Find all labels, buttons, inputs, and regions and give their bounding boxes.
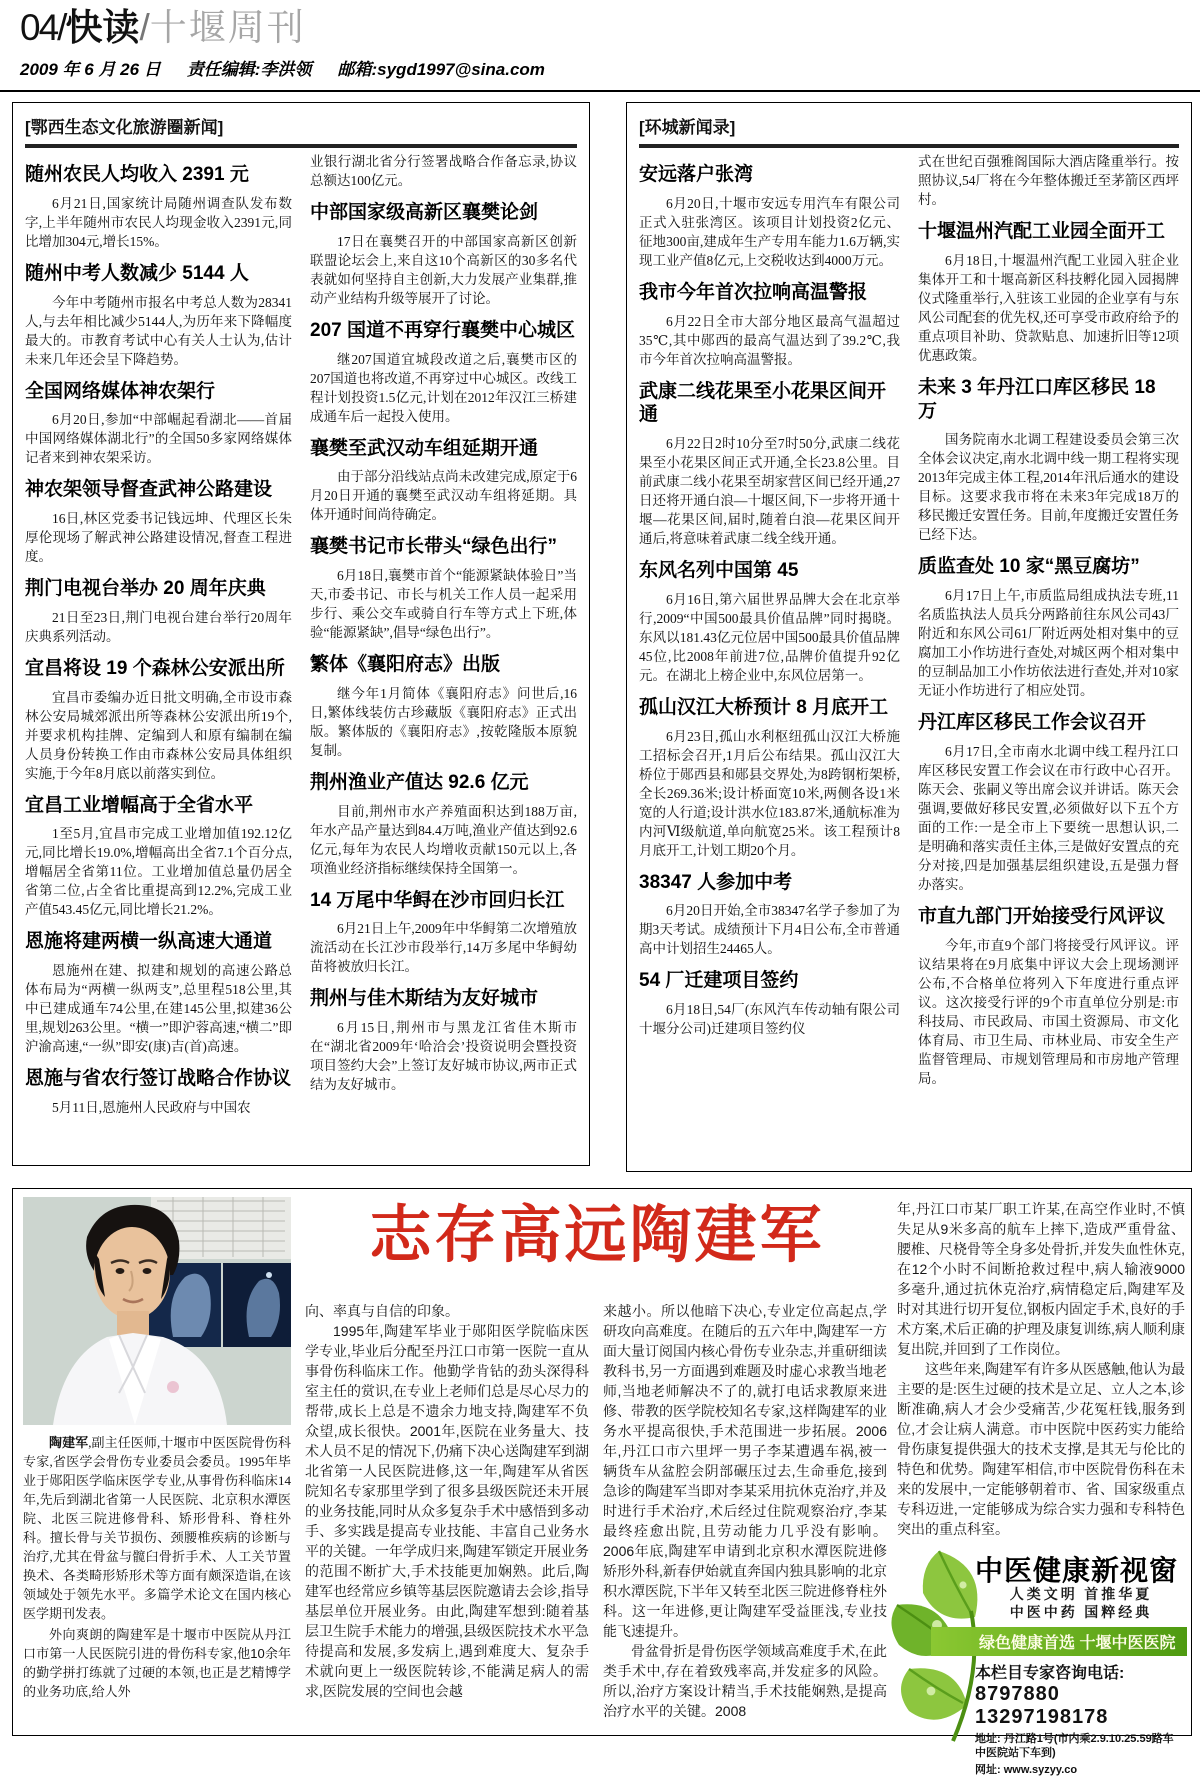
ad-address-line [975, 1732, 1187, 1760]
article-paragraph: 21日至23日,荆门电视台建台举行20周年庆典系列活动。 [25, 609, 292, 644]
article-paragraph: 式在世纪百强雅阁国际大酒店隆重举行。按照协议,54厂将在今年整体搬迁至茅箭区西坪村。 [918, 154, 1179, 207]
article-headline: 质监查处 10 家“黑豆腐坊” [918, 556, 1140, 578]
news-article [639, 969, 900, 1038]
article-paragraph: 继207国道宜城段改道之后,襄樊市区的207国道也将改道,不再穿过中心城区。改线工程计划投资1.5亿元,计划在2012年汉江三桥建成通车后一起投入使用。 [310, 351, 577, 424]
article-headline: 安远落户张湾 [639, 164, 754, 185]
article-headline: 14 万尾中华鲟在沙市回归长江 [310, 889, 565, 911]
article-headline: 随州中考人数减少 5144 人 [25, 262, 249, 284]
article-paragraph: 宜昌市委编办近日批文明确,全市设市森林公安局城郊派出所等森林公安派出所19个,并要求机构挂牌、定编到人和原有编制在编人员身份转换工作由市森林公安局具体组织实施,于今年8月底以前落实到位。 [25, 689, 292, 781]
news-box-city-news [626, 102, 1192, 1172]
news-article [310, 535, 577, 642]
news-article [639, 281, 900, 369]
feature-paragraph: 来越小。所以他暗下决心,专业定位高起点,学研攻向高难度。在随后的五六年中,陶建军一方面大量订阅国内核心骨伤专业杂志,并重研细读教科书,另一方面遇到难题及时虚心求教当地老师,当地老师解决不了的,就打电话求教原来进修、带教的医学院校知名专家,这样陶建军的业务水平提高很快,手术范围进一步拓展。2006年,丹江口市六里坪一男子李某遭遇车祸,被一辆货车从盆腔会阴部碾压过去,生命垂危,接到急诊的陶建军当即对李某采用抗休克治疗,并及时进行手术治疗,术后经过住院观察治疗,李某最终痊愈出院,且劳动能力几乎没有影响。2006年底,陶建军申请到北京积水潭医院进修矫形外科,新春伊始就直奔国内独具影响的北京积水潭医院,下半年又转至北医三院进修脊柱外科。这一年进修,更让陶建军受益匪浅,专业技能飞速提升。 [603, 1303, 887, 1639]
article-headline: 荆州渔业产值达 92.6 亿元 [310, 771, 529, 793]
news-article [310, 319, 577, 426]
article-paragraph: 6月21日,国家统计局随州调查队发布数字,上半年随州市农民人均现金收入2391元,同比增加304元,增长15%。 [25, 195, 292, 249]
ad-web-label: 网址: [975, 1764, 1001, 1776]
ad-web-line [975, 1763, 1187, 1777]
article-paragraph: 17日在襄樊召开的中部国家高新区创新联盟论坛会上,来自这10个高新区的30多名代表就如何坚持自主创新,大力发展产业集群,推动产业结构升级等展开了讨论。 [310, 233, 577, 306]
ad-slogan-2: 中医中药 国粹经典 [1009, 1606, 1153, 1621]
news-article [25, 478, 292, 566]
feature-paragraph: 向、率真与自信的印象。 [305, 1303, 459, 1319]
article-headline: 我市今年首次拉响高温警报 [639, 281, 868, 303]
article-paragraph: 6月23日,孤山水利枢纽孤山汉江大桥施工招标会召开,1月后公布结果。孤山汉江大桥位于郧西县和郧县交界处,为8跨钢桁架桥,全长269.36米;设计桥面宽10米,两侧各设1米宽的人行道;设计洪水位183.87米,通航标准为内河Ⅵ级航道,单向航宽25米。该工程预计8月底开工,计划工期20个月。 [639, 728, 900, 858]
news-article [25, 794, 292, 920]
news-article [310, 889, 577, 977]
news-article [918, 376, 1179, 545]
section-name: 快读 [65, 7, 140, 48]
news-article [639, 380, 900, 549]
right-box-column-1 [639, 152, 900, 1160]
news-article [918, 152, 1179, 209]
right-box-header: [环城新闻录] [639, 113, 1179, 148]
ad-address-label: 地址: [975, 1733, 1001, 1745]
news-article [25, 380, 292, 468]
masthead-slash: / [139, 7, 150, 48]
article-headline: 中部国家级高新区襄樊论剑 [310, 202, 539, 223]
feature-paragraph: 骨盆骨折是骨伤医学领域高难度手术,在此类手术中,存在着致残率高,并发症多的风险。所以,治疗方案设计精当,手术技能娴熟,是提高治疗水平的关键。2008 [603, 1643, 887, 1719]
masthead-infoline [20, 55, 571, 80]
masthead-title [20, 8, 571, 49]
article-headline: 荆门电视台举办 20 周年庆典 [25, 578, 266, 599]
page-number: 04/ [20, 7, 66, 48]
news-article [639, 696, 900, 860]
article-paragraph: 6月16日,第六届世界品牌大会在北京举行,2009“中国500最具价值品牌”同时揭晓。东风以181.43亿元位居中国500最具价值品牌45位,比2008年前进7位,品牌价值提升92亿元。在湖北上榜企业中,东风位居第一。 [639, 591, 900, 683]
article-paragraph: 业银行湖北省分行签署战略合作备忘录,协议总额达100亿元。 [310, 154, 577, 188]
article-headline: 神农架领导督查武神公路建设 [25, 479, 273, 501]
news-article [918, 905, 1179, 1088]
article-headline: 宜昌将设 19 个森林公安派出所 [25, 657, 285, 679]
news-article [25, 657, 292, 783]
news-article [639, 559, 900, 685]
left-box-columns [25, 152, 577, 1154]
news-article [310, 152, 577, 190]
news-article [918, 555, 1179, 700]
feature-paragraph: 1995年,陶建军毕业于郧阳医学院临床医学专业,毕业后分配至丹江口市第一医院一直从事骨伤科临床工作。他勤学肯钻的劲头深得科室主任的赏识,在专业上老师们总是尽心尽力的帮带,成长上总是不遗余力地支持,陶建军不负众望,成长很快。2001年,医院在业务量大、技术人员不足的情况下,仍痛下决心送陶建军到湖北省第一人民医院进修,这一年,陶建军从省医院知名专家那里学到了很多县级医院还未开展的业务技能,同时从众多复杂手术中感悟到多动手、多实践是提高专业技能、丰富自己业务水平的关键。一年学成归来,陶建军锁定开展业务的范围不断扩大,手术技能更加娴熟。此后,陶建军也经常应乡镇等基层医院邀请去会诊,指导基层单位开展业务。由此,陶建军想到:随着基层卫生院手术能力的增强,县级医院技术水平急待提高和发展,多发病上,遇到难度大、复杂手术就向更上一级医院转诊,不能满足病人的需求,医院发展的空间也会越 [305, 1323, 589, 1699]
left-box-column-1 [25, 152, 292, 1154]
news-article [310, 771, 577, 878]
article-headline: 未来 3 年丹江口库区移民 18 万 [918, 376, 1156, 422]
doctor-portrait-photo [23, 1197, 291, 1425]
article-headline: 恩施与省农行签订战略合作协议 [25, 1068, 292, 1089]
article-paragraph: 6月17日,全市南水北调中线工程丹江口库区移民安置工作会议在市行政中心召开。陈天会、张嗣义等出席会议并讲话。陈天会强调,要做好移民安置,必须做好以下五个方面的工作:一是全市上下要统一思想认识,二是明确和落实责任主体,三是做好安置点的充分对接,四是加强基层组织建设,五是强力督办落实。 [918, 743, 1179, 892]
article-paragraph: 今年中考随州市报名中考总人数为28341人,与去年相比减少5144人,为历年来下降幅度最大的。市教育考试中心有关人士认为,估计未来几年还会呈下降趋势。 [25, 294, 292, 367]
article-headline: 荆州与佳木斯结为友好城市 [310, 988, 539, 1010]
article-headline: 207 国道不再穿行襄樊中心城区 [310, 319, 575, 341]
article-paragraph: 6月22日全市大部分地区最高气温超过35℃,其中郧西的最高气温达到了39.2℃,我市今年首次拉响高温警报。 [639, 313, 900, 367]
masthead-rule [0, 90, 1200, 92]
article-paragraph: 6月18日,54厂(东风汽车传动轴有限公司十堰分公司)迁建项目签约仪 [639, 1002, 900, 1036]
feature-paragraph: 年,丹江口市某厂职工许某,在高空作业时,不慎失足从9米多高的航车上摔下,造成严重骨盆、腰椎、尺桡骨等全身多处骨折,并发失血性休克,在12个小时不间断抢救过程中,病人输液9000多毫升,通过抗休克治疗,病情稳定后,陶建军及时对其进行切开复位,钢板内固定手术,良好的手术方案,术后正确的护理及康复训练,病人顺利康复出院,并回到了工作岗位。 [897, 1201, 1185, 1357]
right-box-columns [639, 152, 1179, 1160]
article-paragraph: 6月17日上午,市质监局组成执法专班,11名质监执法人员兵分两路前往东风公司43厂附近和东风公司61厂附近两处相对集中的豆腐加工小作坊进行查处,对城区两个相对集中的豆制品加工小作坊依法进行查处,并对10家无证小作坊进行了相应处罚。 [918, 588, 1179, 698]
article-paragraph: 国务院南水北调工程建设委员会第三次全体会议决定,南水北调中线一期工程将实现2013年完成主体工程,2014年汛后通水的建设目标。这要求我市将在未来3年完成18万的移民搬迁安置任务。目前,年度搬迁安置任务已经下达。 [918, 432, 1179, 543]
article-paragraph: 6月20日,十堰市安远专用汽车有限公司正式入驻张湾区。该项目计划投资2亿元、征地300亩,建成年生产专用车能力1.6万辆,实现工业产值8亿元,上交税收达到4000万元。 [639, 195, 900, 268]
ad-title: 中医健康新视窗 [975, 1555, 1179, 1586]
left-box-header: [鄂西生态文化旅游圈新闻] [25, 113, 577, 148]
feature-article-box [12, 1188, 1192, 1776]
article-paragraph: 6月18日,襄樊市首个“能源紧缺体验日”当天,市委书记、市长与机关工作人员一起采用步行、乘公交车或骑自行车等方式上下班,体验“能源紧缺”,倡导“绿色出行”。 [310, 568, 577, 640]
ad-phone-numbers: 8797880 13297198178 [975, 1683, 1109, 1728]
caption-bio-text: ,副主任医师,十堰市中医医院骨伤科专家,省医学会骨伤专业委员会委员。1995年毕业于郧阳医学临床医学专业,从事骨伤科临床14年,先后到湖北省第一人民医院、北京积水潭医院、北医三院进修骨科、矫形骨科、脊柱外科。擅长骨与关节损伤、颈腰椎疾病的诊断与治疗,尤其在骨盆与髋臼骨折手术、人工关节置换术、各类畸形矫形术等方面有颇深造诣,在该领域处于领先水平。多篇学术论文在国内核心医学期刊发表。 [23, 1435, 291, 1621]
ad-phone-label: 本栏目专家咨询电话: [975, 1665, 1125, 1682]
article-headline: 恩施将建两横一纵高速大通道 [25, 931, 273, 953]
ad-slogan-1: 人类文明 首推华夏 [1009, 1588, 1153, 1603]
news-article [310, 653, 577, 760]
news-article [25, 930, 292, 1056]
news-article [25, 1067, 292, 1117]
news-article [310, 201, 577, 308]
feature-title: 志存高远陶建军 [369, 1202, 825, 1270]
article-headline: 十堰温州汽配工业园全面开工 [918, 221, 1166, 242]
news-article [639, 871, 900, 959]
doctor-caption [23, 1433, 291, 1727]
news-article [918, 220, 1179, 365]
feature-column-2 [603, 1301, 887, 1725]
article-headline: 54 厂迁建项目签约 [639, 970, 799, 992]
article-paragraph: 6月15日,荆州市与黑龙江省佳木斯市在“湖北省2009年‘哈洽会’投资说明会暨投资项目签约大会”上签订友好城市协议,两市正式结为友好城市。 [310, 1020, 577, 1092]
ad-website[interactable]: www.syzyy.co [1003, 1764, 1078, 1776]
feature-paragraph: 这些年来,陶建军有许多从医感触,他认为最主要的是:医生过硬的技术是立足、立人之本,诊断准确,病人才会少受痛苦,少花冤枉钱,服务到位,才会让病人满意。市中医院中医药实力能给骨伤康复提供强大的技术支撑,是其无与伦比的特色和优势。陶建军相信,市中医院骨伤科在未来的发展中,一定能够朝着市、省、国家级重点专科迈进,一定能够成为综合实力强和专科特色突出的重点科室。 [897, 1361, 1185, 1537]
news-article [25, 577, 292, 646]
article-paragraph: 16日,林区党委书记钱远坤、代理区长朱厚伦现场了解武神公路建设情况,督查工程进度。 [25, 511, 292, 564]
article-paragraph: 今年,市直9个部门将接受行风评议。评议结果将在9月底集中评议大会上现场测评公布,不合格单位将列入下年度进行重点评议。这次接受行评的9个市直单位分别是:市科技局、市民政局、市国土资源局、市文化体育局、市卫生局、市林业局、市安全生产监督管理局、市规划管理局和市房地产管理局。 [918, 937, 1179, 1086]
article-headline: 繁体《襄阳府志》出版 [310, 654, 501, 675]
article-headline: 38347 人参加中考 [639, 871, 793, 893]
article-paragraph: 6月18日,十堰温州汽配工业园入驻企业集体开工和十堰高新区科技孵化园入园揭牌仪式隆重举行,入驻该工业园的企业享有与东风公司配套的优先权,还可享受市政府给予的重点项目补助、贷款贴息、加速折旧等12项优惠政策。 [918, 252, 1179, 363]
article-headline: 随州农民人均收入 2391 元 [25, 164, 249, 185]
article-paragraph: 5月11日,恩施州人民政府与中国农 [52, 1099, 251, 1115]
feature-column-1 [305, 1301, 589, 1725]
article-paragraph: 6月20日开始,全市38347名学子参加了为期3天考试。成绩预计下月4日公布,全市普通高中计划招生24465人。 [639, 903, 900, 957]
masthead [20, 8, 571, 80]
caption-paragraph-1 [23, 1433, 291, 1623]
article-headline: 市直九部门开始接受行风评议 [918, 905, 1166, 927]
article-paragraph: 恩施州在建、拟建和规划的高速公路总体布局为“两横一纵两支”,总里程518公里,其中已建成通车74公里,在建145公里,拟建36公里,规划263公里。“横一”即沪蓉高速,“横二”即沪渝高速,“一纵”即安(康)吉(首)高速。 [25, 963, 292, 1054]
article-paragraph: 6月20日,参加“中部崛起看湖北——首届中国网络媒体湖北行”的全国50多家网络媒体记者来到神农架采访。 [25, 412, 292, 466]
caption-doctor-name: 陶建军 [49, 1435, 89, 1450]
article-headline: 宜昌工业增幅高于全省水平 [25, 794, 254, 816]
news-article [918, 711, 1179, 894]
news-article [639, 163, 900, 270]
feature-column-3 [897, 1199, 1185, 1551]
right-box-column-2 [918, 152, 1179, 1160]
news-article [310, 437, 577, 525]
ad-address: 丹江路1号(市内乘2.9.10.25.59路车 中医院站下车到) [975, 1733, 1174, 1759]
tcm-health-ad [891, 1555, 1187, 1776]
article-paragraph: 继今年1月简体《襄阳府志》问世后,16日,繁体线装仿古珍藏版《襄阳府志》正式出版。繁体版的《襄阳府志》,按乾隆版本原貌复制。 [310, 685, 577, 758]
portrait-illustration [23, 1197, 291, 1425]
news-article [25, 262, 292, 369]
article-paragraph: 6月21日上午,2009年中华鲟第二次增殖放流活动在长江沙市段举行,14万多尾中华鲟幼苗将被放归长江。 [310, 921, 577, 975]
left-box-column-2 [310, 152, 577, 1154]
article-headline: 全国网络媒体神农架行 [25, 380, 216, 402]
ad-banner: 绿色健康首选 十堰中医医院 [931, 1627, 1187, 1656]
editor-email: 邮箱:sygd1997@sina.com [337, 60, 545, 79]
editor-credit: 责任编辑:李洪领 [186, 60, 312, 79]
article-headline: 孤山汉江大桥预计 8 月底开工 [639, 696, 889, 718]
news-article [310, 987, 577, 1094]
article-headline: 襄樊至武汉动车组延期开通 [310, 437, 539, 459]
article-headline: 东风名列中国第 45 [639, 560, 799, 581]
dateline: 2009 年 6 月 26 日 [20, 60, 161, 79]
article-headline: 襄樊书记市长带头“绿色出行” [310, 536, 558, 558]
article-paragraph: 6月22日2时10分至7时50分,武康二线花果至小花果区间正式开通,全长23.8公里。目前武康二线小花果至胡家营区间已经开通,27日还将开通白浪—十堰区间,下一步将开通十堰—花果区间,届时,随着白浪—花果区间开通后,将意味着武康二线全线开通。 [639, 436, 900, 546]
article-paragraph: 由于部分沿线站点尚未改建完成,原定于6月20日开通的襄樊至武汉动车组将延期。具体开通时间尚待确定。 [310, 469, 577, 523]
article-headline: 丹江库区移民工作会议召开 [918, 712, 1147, 733]
article-headline: 武康二线花果至小花果区间开通 [639, 380, 887, 426]
news-box-exi-eco-tourism [12, 102, 590, 1166]
article-paragraph: 1至5月,宜昌市完成工业增加值192.12亿元,同比增长19.0%,增幅高出全省7.1个百分点,增幅居全省第11位。工业增加值总量仍居全省第二位,占全省比重提高到12.2%,完成工业产值543.45亿元,同比增长21.2%。 [25, 826, 292, 918]
article-paragraph: 目前,荆州市水产养殖面积达到188万亩,年水产品产量达到84.4万吨,渔业产值达到92.6亿元,每年为农民人均增收贡献150元以上,各项渔业经济指标继续保持全国第一。 [310, 803, 577, 876]
caption-paragraph-2: 外向爽朗的陶建军是十堰市中医院从丹江口市第一人民医院引进的骨伤科专家,他10余年的勤学拼打练就了过硬的本领,也正是艺精博学的业务功底,给人外 [23, 1627, 291, 1699]
paper-name: 十堰周刊 [149, 8, 306, 49]
news-article [25, 163, 292, 251]
